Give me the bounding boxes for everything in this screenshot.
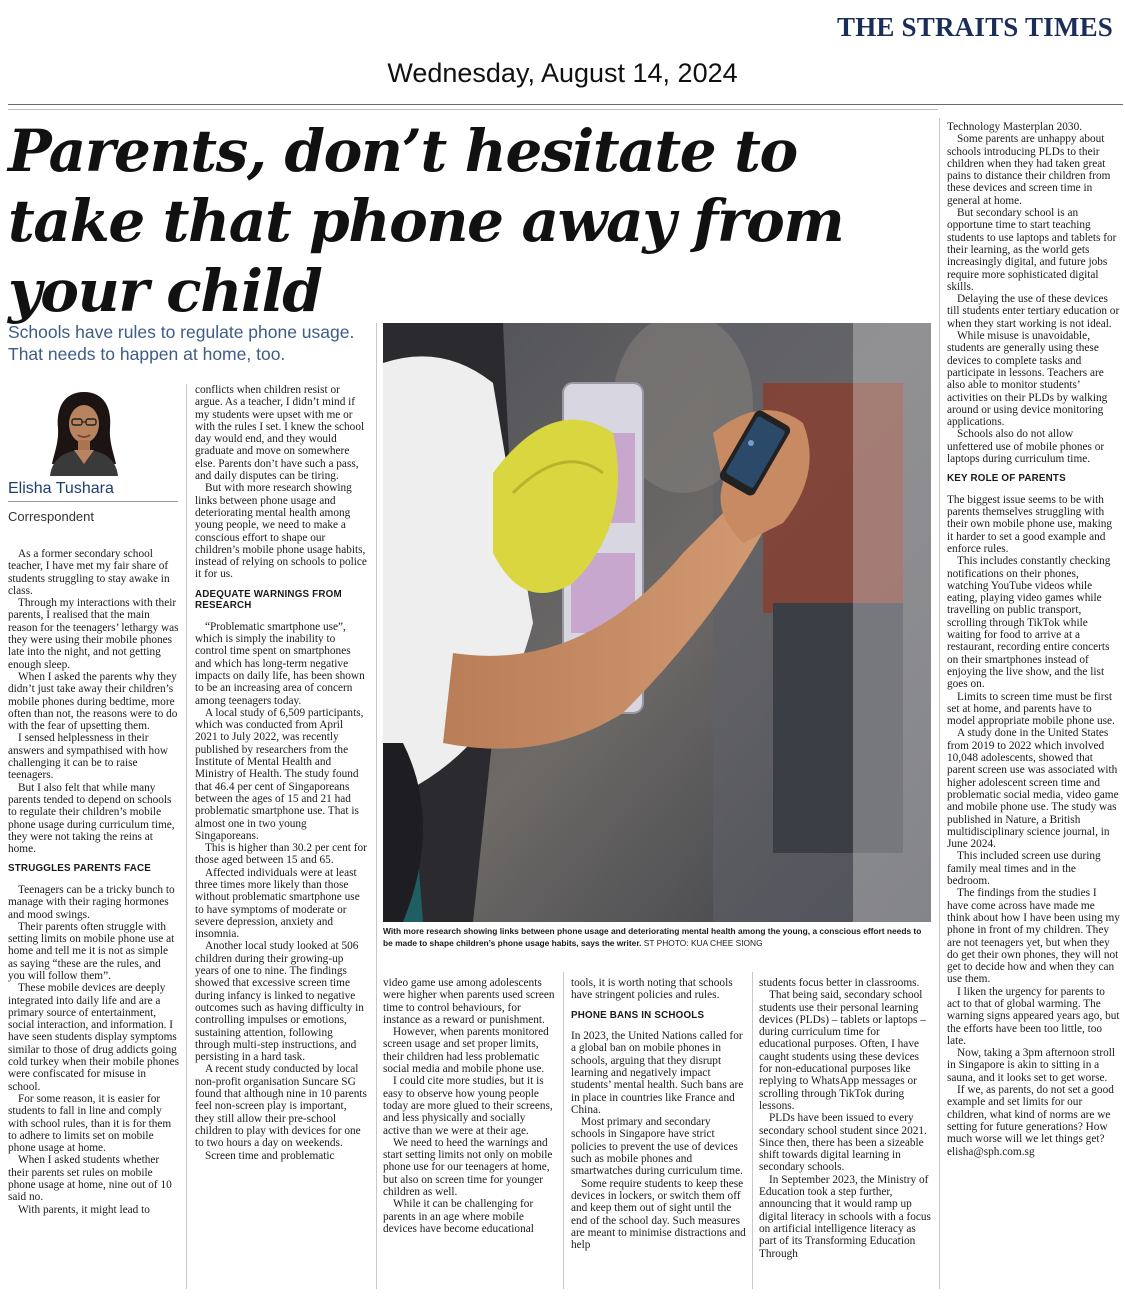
paragraph: Some parents are unhappy about schools introducing PLDs to their children when they had taken great pains to distance their children from these devices and screen time in general at home. [947,133,1111,207]
paragraph: students focus better in classrooms. [759,977,920,989]
paragraph: These mobile devices are deeply integrated into daily life and are a primary source of entertainment, social interaction, and information. I have seen students display symptoms similar to those of drug addicts going cold turkey when their mobile phones were confiscated for misuse in school. [8,982,179,1093]
article-dek: Schools have rules to regulate phone usage. That needs to happen at home, too. [8,322,355,364]
paragraph: Through my interactions with their parents, I realised that the main reason for the teenagers’ lethargy was they were using their mobile phones late into the night, and not getting enough sleep. [8,597,179,671]
author-divider [8,501,178,502]
column-divider [752,972,753,1289]
paragraph: However, when parents monitored screen usage and set proper limits, their children had less problematic social media and mobile phone use. [383,1026,549,1076]
paragraph: A local study of 6,509 participants, which was conducted from April 2021 to July 2022, was recently published by researchers from the Institute of Mental Health and Ministry of Health. The study found that 46.4 per cent of Singaporeans between the ages of 15 and 21 had problematic smartphone use. That is almost one in two young Singaporeans. [195,706,364,842]
photo-credit: ST PHOTO: KUA CHEE SIONG [643,937,763,948]
author-portrait [34,384,134,476]
section-subhead: ADEQUATE WARNINGS FROM RESEARCH [195,588,342,612]
section-subhead: PHONE BANS IN SCHOOLS [571,1009,705,1021]
paragraph: With parents, it might lead to [18,1203,150,1216]
paragraph: While misuse is unavoidable, students are generally using these devices to complete tasks and participate in lessons. Teachers are also able to monitor students’ activities on their PLDs by walking around or using device monitoring applications. [947,330,1108,429]
article-column-3 [383,977,555,1235]
author-role: Correspondent [8,509,94,524]
paragraph: I could cite more studies, but it is easy to observe how young people today are more glued to their screens, and less physically and socially active than we were at their age. [383,1075,553,1137]
header-rule-thin [8,109,938,110]
paragraph: Delaying the use of these devices till students enter tertiary education or when they start working is not ideal. [947,293,1120,330]
paragraph: The biggest issue seems to be with parents themselves struggling with their own mobile phone use, making it harder to set a good example and enforce rules. [947,493,1113,555]
article-photo [383,323,931,922]
article-column-5 [759,977,933,1260]
paragraph: In September 2023, the Ministry of Education took a step further, announcing that it would ramp up digital literacy in schools with a focus on artificial intelligence literacy as part of its Transforming Education Through [759,1173,931,1260]
paragraph: Limits to screen time must be first set at home, and parents have to model appropriate mobile phone use. [947,690,1115,728]
paragraph: That being said, secondary school students use their personal learning devices (PLDs) – tablets or laptops – during curriculum time for educational purposes. Often, I have caught students using these devices for non-educational purposes like replying to WhatsApp messages or scrolling through TikTok during lessons. [759,989,926,1112]
paragraph: When I asked the parents why they didn’t just take away their children’s mobile phones during bedtime, more often than not, the reasons were to do with the fear of upsetting them. [8,670,178,733]
paragraph: Their parents often struggle with setting limits on mobile phone use at home and tell me it is not as simple as saying “these are the rules, and you will follow them”. [8,920,175,982]
photo-caption-text: With more research showing links between phone usage and deteriorating mental health among the young, a conscious effort needs to be made to shape children’s phone usage habits, says the writer. [383,926,922,948]
paragraph: The findings from the studies I have come across have made me think about how I have been using my phone in front of my children. They are not teenagers yet, but when they do get their own phones, they will not get to decide how and when they can use them. [947,887,1120,986]
paragraph: Affected individuals were at least three times more likely than those without problematic smartphone use to have symptoms of moderate or severe depression, anxiety and insomnia. [195,866,360,941]
paragraph: Technology Masterplan 2030. [947,121,1083,133]
paragraph: We need to heed the warnings and start setting limits not only on mobile phone use for our teenagers at home, but also on screen time for younger children as well. [383,1136,553,1199]
paragraph: tools, it is worth noting that schools have stringent policies and rules. [571,977,733,1002]
paragraph: Teenagers can be a tricky bunch to manage with their raging hormones and mood swings. [8,883,175,921]
paragraph: In 2023, the United Nations called for a global ban on mobile phones in schools, arguing that they disrupt learning and negatively impact students’ mental health. Such bans are in place in countries like France and China. [571,1030,744,1116]
paragraph: If we, as parents, do not set a good example and set limits for our children, what kind of norms are we setting for future generations? How much worse will we let things get? [947,1084,1114,1146]
photo-caption [383,926,931,949]
article-column-4 [571,977,746,1251]
publication-date: Wednesday, August 14, 2024 [387,58,738,88]
paragraph: As a former secondary school teacher, I have met my fair share of students struggling to stay awake in class. [8,548,170,597]
paragraph: A recent study conducted by local non-profit organisation Suncare SG found that although nine in 10 parents feel non-screen play is important, they still allow their pre-school children to play with devices for one to two hours a day on weekends. [195,1063,367,1150]
column-divider [376,323,377,1289]
paragraph: A study done in the United States from 2019 to 2022 which involved 10,048 adolescents, showed that parent screen use was associated with higher adolescent screen time and problematic social media, video game and mobile phone use. The study was published in Nature, a British multidisciplinary science journal, in June 2024. [947,727,1119,851]
paragraph: This is higher than 30.2 per cent for those aged between 15 and 65. [195,842,367,867]
paragraph: Now, taking a 3pm afternoon stroll in Singapore is akin to sitting in a sauna, and it looks set to get worse. [947,1047,1116,1084]
paragraph: When I asked students whether their parents set rules on mobile phone usage at home, nine out of 10 said no. [8,1154,172,1204]
paragraph: But I also felt that while many parents tended to depend on schools to regulate their children’s mobile phone usage during curriculum time, they were not taking the reins at home. [8,781,175,856]
column-divider [563,972,564,1289]
section-subhead: KEY ROLE OF PARENTS [947,473,1066,485]
section-subhead: STRUGGLES PARENTS FACE [8,863,152,875]
paragraph: But with more research showing links between phone usage and deteriorating mental health among young people, we need to make a conscious effort to shape our children’s mobile phone usage habits, instead of relying on schools to police it for us. [195,482,367,581]
article-column-6 [947,121,1120,1158]
paragraph: conflicts when children resist or argue. As a teacher, I didn’t mind if my students were upset with me or with the rules I set. I knew the school day would end, and they would graduate and move on somewhere else. Parents don’t have such a pass, and daily disputes can be tiring. [195,384,365,483]
paragraph: Schools also do not allow unfettered use of mobile phones or laptops during curriculum time. [947,428,1105,466]
paragraph: PLDs have been issued to every secondary school student since 2021. Since then, there has been a sizeable shift towards digital learning in secondary schools. [759,1112,927,1174]
author-name: Elisha Tushara [8,480,114,497]
paragraph: But secondary school is an opportune time to start teaching students to use laptops and tablets for their learning, as the world gets increasingly digital, and future jobs require more sophisticated digital skills. [947,207,1117,293]
article-column-2 [195,384,368,1162]
paragraph: This included screen use during family meal times and in the bedroom. [947,850,1101,888]
paragraph: While it can be challenging for parents in an age where mobile devices have become educational [383,1198,534,1235]
paragraph: I liken the urgency for parents to act to that of global warming. The warning signs appeared years ago, but the efforts have been too little, too late. [947,985,1120,1047]
paragraph: This includes constantly checking notifications on their phones, watching YouTube videos while eating, playing video games while travelling on public transport, scrolling through TikTok while waiting for food to arrive at a restaurant, recording entire concerts on their smartphones instead of enjoying the live show, and the list goes on. [947,555,1111,691]
column-divider [186,384,187,1289]
paragraph: For some reason, it is easier for students to fall in line and comply with school rules, than it is for them to adhere to limits set on mobile phone usage at home. [8,1092,172,1155]
header-rule [8,104,1123,105]
masthead-logo: THE STRAITS TIMES [836,12,1113,42]
paragraph: “Problematic smartphone use”, which is simply the inability to control time spent on smartphones and which has long-term negative impacts on daily life, has been shown to be an increasing area of concern among teenagers today. [195,620,365,707]
paragraph: Another local study looked at 506 children during their growing-up years of one to nine. The findings showed that excessive screen time during infancy is linked to negative outcomes such as having difficulty in controlling impulses or emotions, sustaining attention, following through multi-step instructions, and persisting in a hard task. [195,940,364,1064]
article-headline: Parents, don’t hesitate to take that phone away from your child [8,117,844,325]
paragraph: Screen time and problematic [205,1149,335,1162]
paragraph: video game use among adolescents were higher when parents used screen time to control behaviours, for instance as a reward or punishment. [383,977,555,1026]
paragraph: elisha@sph.com.sg [947,1145,1035,1158]
column-divider [939,118,940,1289]
paragraph: I sensed helplessness in their answers and sympathised with how challenging it can be to raise teenagers. [8,732,169,782]
paragraph: Some require students to keep these devices in lockers, or switch them off and keep them out of sight until the end of the school day. Such measures are meant to minimise distractions and help [571,1177,746,1252]
article-column-1 [8,548,180,1216]
paragraph: Most primary and secondary schools in Singapore have strict policies to prevent the use of devices such as mobile phones and smartwatches during curriculum time. [571,1116,743,1178]
